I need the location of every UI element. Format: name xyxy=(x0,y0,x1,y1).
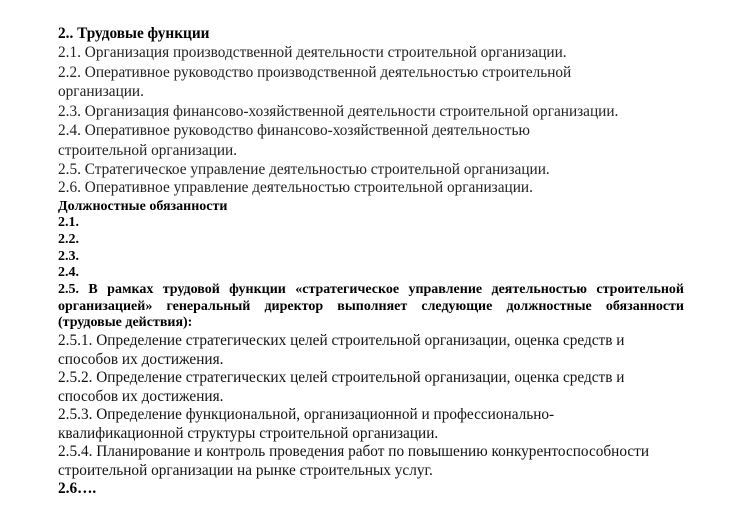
duty-item: 2.2. xyxy=(58,231,79,247)
duty-item: 2.4. xyxy=(58,265,79,281)
action-item: 2.5.3. Определение функциональной, организационной и профессионально-квалификационной структуры строительной организации. xyxy=(58,406,555,442)
duty-2-5-intro: 2.5. В рамках трудовой функции «стратегическое управление деятельностью строительной организацией» генеральный директор выполняет следующие должностные обязанности (трудовые действия): xyxy=(58,282,684,331)
duties-title: Должностные обязанности xyxy=(58,198,228,214)
function-item: 2.3. Организация финансово-хозяйственной деятельности строительной организации. xyxy=(58,102,619,120)
labor-actions-list xyxy=(58,332,658,480)
function-item: 2.4. Оперативное руководство финансово-хозяйственной деятельностью строительной организации. xyxy=(58,122,530,159)
labor-functions-list xyxy=(58,43,618,198)
action-item: 2.5.2. Определение стратегических целей строительной организации, оценка средств и способов их достижения. xyxy=(58,369,625,405)
function-item: 2.1. Организация производственной деятельности строительной организации. xyxy=(58,44,567,61)
function-item: 2.5. Стратегическое управление деятельностью строительной организации. xyxy=(58,160,550,178)
function-item: 2.2. Оперативное руководство производственной деятельностью строительной организации. xyxy=(58,63,572,101)
action-item: 2.5.1. Определение стратегических целей строительной организации, оценка средств и способов их достижения. xyxy=(58,332,625,368)
duty-items-list xyxy=(58,215,684,282)
action-item: 2.5.4. Планирование и контроль проведения работ по повышению конкурентоспособности строительной организации на рынке строительных услуг. xyxy=(58,443,650,479)
duty-item: 2.3. xyxy=(58,248,79,264)
document-page xyxy=(58,24,684,498)
duty-item: 2.1. xyxy=(58,215,79,231)
function-item: 2.6. Оперативное управление деятельностью строительной организации. xyxy=(58,179,533,197)
section-title: 2.. Трудовые функции xyxy=(58,25,210,42)
last-item: 2.6…. xyxy=(58,480,97,498)
